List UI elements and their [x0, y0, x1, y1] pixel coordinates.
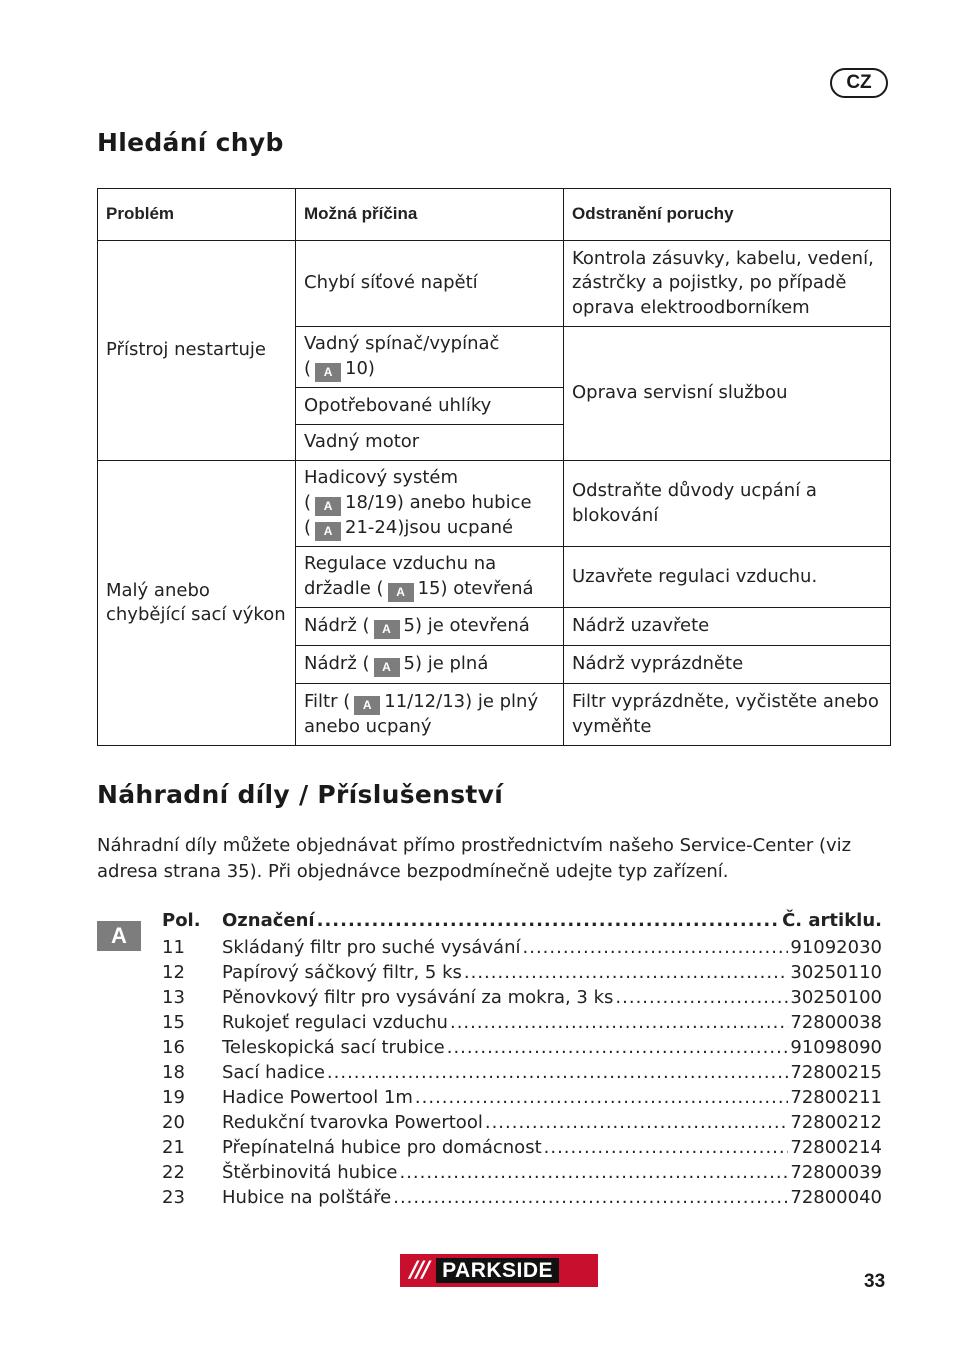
part-number: 72800215	[790, 1062, 882, 1083]
part-number: 72800212	[790, 1112, 882, 1133]
parts-header	[162, 907, 882, 935]
leader-dots	[615, 985, 788, 1010]
leader-dots	[523, 935, 789, 960]
cause-text: 5) je plná	[403, 653, 489, 674]
cause-cell: Vadný motor	[296, 425, 564, 461]
cause-text: 21-24)jsou ucpané	[345, 516, 514, 538]
cause-text: Hadicový systém	[304, 467, 459, 489]
list-item	[162, 1135, 882, 1160]
part-name: Sací hadice	[222, 1062, 325, 1083]
fix-cell: Nádrž vyprázdněte	[564, 646, 891, 684]
part-pos: 19	[162, 1087, 185, 1108]
table-row	[98, 241, 891, 327]
logo-stripes: ///	[410, 1258, 429, 1283]
leader-dots	[450, 1010, 788, 1035]
part-pos: 22	[162, 1162, 185, 1183]
fix-cell: Filtr vyprázdněte, vyčistěte anebo vyměňte	[564, 684, 891, 746]
header-name: Označení	[222, 910, 315, 931]
header-fix: Odstranění poruchy	[564, 189, 891, 241]
intro-paragraph: Náhradní díly můžete objednávat přímo prostřednictvím našeho Service-Center (viz adresa strana 35). Při objednávce bezpodmínečně udejte typ zařízení.	[97, 835, 852, 882]
parts-rows	[162, 935, 882, 1210]
section-title-troubleshooting: Hledání chyb	[97, 128, 284, 157]
list-item	[162, 1060, 882, 1085]
list-item	[162, 935, 882, 960]
section-title-spare-parts: Náhradní díly / Příslušenství	[97, 780, 504, 809]
cause-text: 10)	[345, 357, 375, 379]
problem-cell: Malý anebo chybějící sací výkon	[98, 461, 296, 746]
cause-text: 5) je otevřená	[403, 615, 530, 636]
list-item	[162, 960, 882, 985]
language-badge: CZ	[830, 68, 888, 98]
page-number: 33	[864, 1271, 886, 1292]
leader-dots	[415, 1085, 788, 1110]
leader-dots	[399, 1160, 788, 1185]
list-item	[162, 1110, 882, 1135]
part-number: 72800038	[790, 1012, 882, 1033]
cause-text: Filtr (	[304, 690, 351, 712]
part-pos: 15	[162, 1012, 185, 1033]
cause-cell: Chybí síťové napětí	[296, 241, 564, 327]
cause-cell: Hadicový systém ( A 18/19) anebo hubice ( A 21-24)jsou ucpané	[296, 461, 564, 547]
cause-cell: Opotřebované uhlíky	[296, 388, 564, 425]
part-name: Hadice Powertool 1m	[222, 1087, 413, 1108]
list-item	[162, 1185, 882, 1210]
cause-text: 15) otevřená	[417, 577, 534, 599]
parts-list	[162, 907, 882, 1210]
leader-dots	[317, 907, 780, 935]
part-name: Rukojeť regulaci vzduchu	[222, 1012, 448, 1033]
figure-badge: A	[374, 620, 400, 639]
cause-text: 18/19) anebo hubice	[345, 491, 532, 513]
leader-dots	[327, 1060, 788, 1085]
fix-cell: Nádrž uzavřete	[564, 608, 891, 646]
header-cause: Možná příčina	[296, 189, 564, 241]
leader-dots	[447, 1035, 789, 1060]
fix-cell: Uzavřete regulaci vzduchu.	[564, 547, 891, 608]
part-number: 72800040	[790, 1187, 882, 1208]
part-name: Skládaný filtr pro suché vysávání	[222, 937, 521, 958]
leader-dots	[464, 960, 788, 985]
figure-badge: A	[354, 696, 380, 715]
header-num: Č. artiklu.	[782, 910, 882, 931]
part-number: 72800039	[790, 1162, 882, 1183]
leader-dots	[544, 1135, 789, 1160]
cause-cell	[296, 646, 564, 684]
figure-badge: A	[388, 583, 414, 602]
leader-dots	[393, 1185, 788, 1210]
list-item	[162, 985, 882, 1010]
leader-dots	[485, 1110, 789, 1135]
table-row	[98, 461, 891, 547]
figure-badge: A	[315, 497, 341, 516]
header-pos: Pol.	[162, 910, 201, 931]
cause-cell: Vadný spínač/vypínač ( A 10)	[296, 327, 564, 388]
fix-cell: Kontrola zásuvky, kabelu, vedení, zástrčky a pojistky, po případě oprava elektroodborníkem	[564, 241, 891, 327]
figure-badge: A	[315, 363, 341, 382]
figure-badge: A	[315, 522, 341, 541]
fix-cell: Oprava servisní službou	[564, 327, 891, 461]
problem-cell: Přístroj nestartuje	[98, 241, 296, 461]
part-pos: 18	[162, 1062, 185, 1083]
list-item	[162, 1035, 882, 1060]
list-item	[162, 1085, 882, 1110]
part-name: Redukční tvarovka Powertool	[222, 1112, 483, 1133]
table-header-row	[98, 189, 891, 241]
figure-badge: A	[97, 921, 141, 951]
part-pos: 12	[162, 962, 185, 983]
part-name: Hubice na polštáře	[222, 1187, 392, 1208]
part-name: Teleskopická sací trubice	[222, 1037, 445, 1058]
list-item	[162, 1160, 882, 1185]
part-pos: 16	[162, 1037, 185, 1058]
cause-cell	[296, 608, 564, 646]
part-pos: 21	[162, 1137, 185, 1158]
part-number: 30250110	[790, 962, 882, 983]
cause-text: Nádrž (	[304, 653, 370, 674]
cause-text: Vadný spínač/vypínač	[304, 333, 500, 355]
part-number: 91098090	[790, 1037, 882, 1058]
part-name: Štěrbinovitá hubice	[222, 1162, 398, 1183]
cause-text: Nádrž (	[304, 615, 370, 636]
cause-text: 11/12/13) je plný anebo ucpaný	[304, 690, 539, 737]
part-pos: 20	[162, 1112, 185, 1133]
troubleshooting-table	[97, 188, 891, 746]
list-item	[162, 1010, 882, 1035]
logo-text: PARKSIDE	[436, 1258, 559, 1283]
part-pos: 13	[162, 987, 185, 1008]
part-number: 72800214	[790, 1137, 882, 1158]
cause-cell	[296, 547, 564, 608]
cause-text: Regulace vzduchu na držadle (	[304, 553, 497, 599]
part-pos: 23	[162, 1187, 185, 1208]
cause-cell	[296, 684, 564, 746]
fix-cell: Odstraňte důvody ucpání a blokování	[564, 461, 891, 547]
parkside-logo	[400, 1254, 598, 1287]
header-problem: Problém	[98, 189, 296, 241]
part-name: Pěnovkový filtr pro vysávání za mokra, 3 ks	[222, 987, 614, 1008]
part-number: 91092030	[790, 937, 882, 958]
part-number: 72800211	[790, 1087, 882, 1108]
figure-badge: A	[374, 658, 400, 677]
part-number: 30250100	[790, 987, 882, 1008]
part-pos: 11	[162, 937, 185, 958]
part-name: Přepínatelná hubice pro domácnost	[222, 1137, 542, 1158]
part-name: Papírový sáčkový filtr, 5 ks	[222, 962, 462, 983]
